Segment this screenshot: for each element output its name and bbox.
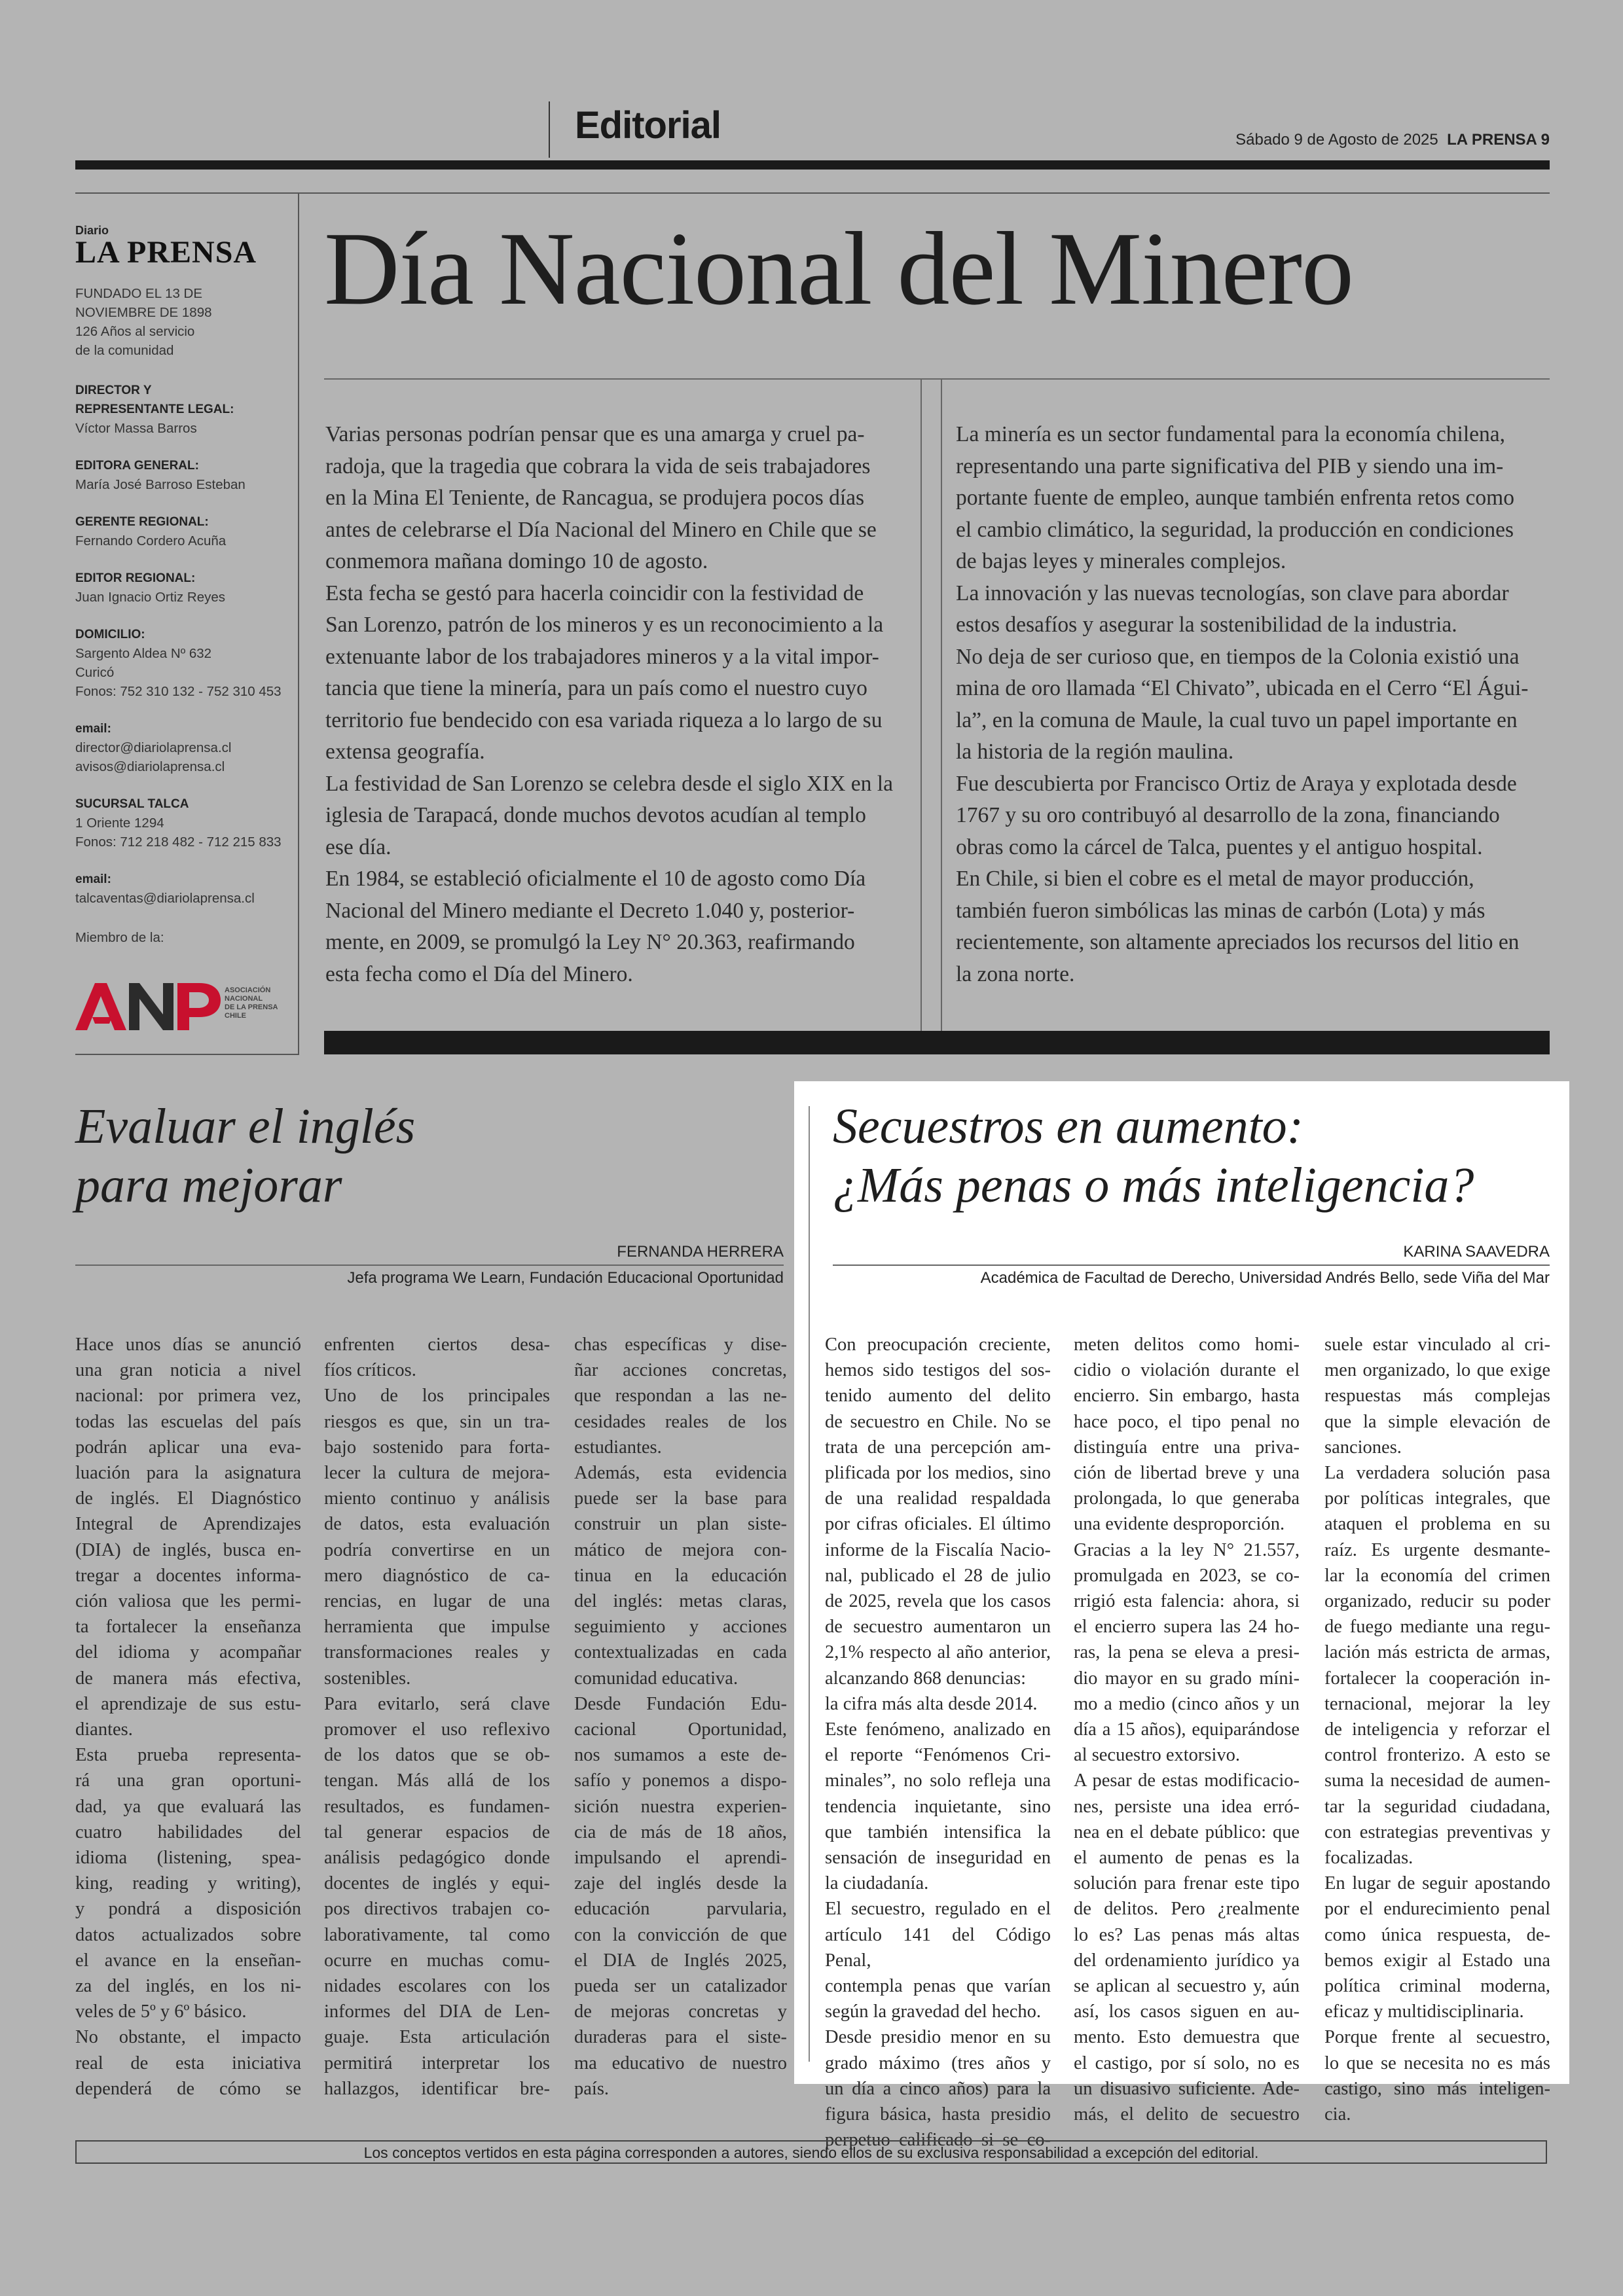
article-line: nidades escolares con los [324,1976,550,1997]
article-line: Hace unos días se anunció [75,1335,301,1355]
article-line: nos sumamos a este de- [574,1745,787,1766]
staff-entry [75,381,291,438]
article-line: lo es? Las penas más altas [1074,1924,1300,1945]
article-line: herramienta que impulse [324,1617,550,1638]
article-line: distinguía entre una priva- [1074,1437,1300,1458]
article-line: Este fenómeno, analizado en [825,1719,1051,1740]
article-line: control fronterizo. A esto se [1324,1745,1550,1766]
article1-rule [75,1265,784,1266]
editorial-line: San Lorenzo, patrón de los mineros y es un reconocimiento a la [325,613,884,637]
article-line: informe de la Fiscalía Nacio- [825,1539,1051,1560]
top-rule [75,160,1550,170]
article-line: política criminal moderna, [1324,1976,1550,1997]
article-line: que también intensifica la [825,1821,1051,1842]
article-line: transformaciones reales y [324,1642,550,1663]
article2-title-line: Secuestros en aumento: [833,1099,1304,1154]
article-line: mento. Esto demuestra que [1074,2027,1300,2048]
article-line: podrán aplicar una eva- [75,1437,301,1458]
article-line: A pesar de estas modificacio- [1074,1770,1300,1791]
article-line: un disuasivo suficiente. Ade- [1074,2078,1300,2099]
article-line: idioma (listening, spea- [75,1848,301,1869]
article-line: castigo, sino más inteligen- [1324,2078,1550,2099]
article-line: figura básica, hasta presidio [825,2104,1051,2125]
editorial-line: Nacional del Minero mediante el Decreto 1.040 y, posterior- [325,898,855,923]
article-line: comunidad educativa. [574,1668,739,1689]
editorial-line: extenuante labor de los trabajadores mineros y a la vital impor- [325,644,879,669]
editorial-line: radoja, que la tragedia que cobrara la vida de seis trabajadores [325,454,871,478]
article-line: Para evitarlo, será clave [324,1693,550,1714]
article-line: artículo 141 del Código Penal, [825,1924,1051,1971]
article-line: Porque frente al secuestro, [1324,2027,1550,2048]
article-line: la cifra más alta desde 2014. [825,1693,1038,1714]
article-line: focalizadas. [1324,1848,1413,1869]
column-divider [941,380,942,1031]
article-line: estudiantes. [574,1437,662,1458]
founded-line: 126 Años al servicio [75,324,195,339]
article-line: encierro. Sin embargo, hasta [1074,1386,1300,1407]
editorial-line: Esta fecha se gestó para hacerla coincidir con la festividad de [325,581,864,605]
article2-role: Académica de Facultad de Derecho, Universidad Andrés Bello, sede Viña del Mar [980,1269,1550,1287]
article-line: de los datos que se ob- [324,1745,550,1766]
article-line: respuestas más complejas [1324,1386,1550,1407]
article-line: una evidente desproporción. [1074,1514,1285,1535]
article-line: del idioma y acompañar [75,1642,301,1663]
staff-value: avisos@diariolaprensa.cl [75,759,225,774]
article-line: minales”, no solo refleja una [825,1770,1051,1791]
article-line: tenido aumento del delito [825,1386,1051,1407]
article-line: nea en el debate público: que [1074,1821,1300,1842]
article-line: luación para la asignatura [75,1463,301,1484]
editorial-line: recientemente, son altamente apreciados los recursos del litio en [956,930,1520,954]
article-line: guaje. Esta articulación [324,2027,550,2048]
article-line: Además, esta evidencia [574,1463,787,1484]
article-line: resultados, es fundamen- [324,1796,550,1817]
article-line: king, reading y writing), [75,1873,301,1894]
article2-column-3 [1324,1332,1550,2127]
headline-rule [324,378,1550,380]
editorial-line: No deja de ser curioso que, en tiempos de la Colonia existió una [956,644,1520,669]
article-line: al secuestro extorsivo. [1074,1745,1241,1766]
svg-text:ASOCIACIÓNNACIONALDE LA PRENSA [225,986,278,1020]
article-line: sensación de inseguridad en [825,1848,1051,1869]
article1-author: FERNANDA HERRERA [617,1243,784,1261]
editorial-line: La festividad de San Lorenzo se celebra desde el siglo XIX en la [325,771,893,796]
editorial-line: En 1984, se estableció oficialmente el 10 de agosto como Día [325,867,866,891]
article-line: de inglés. El Diagnóstico [75,1488,301,1509]
article-line: perpetuo calificado si se co- [825,2130,1051,2151]
article-line: ta fortalecer la enseñanza [75,1617,301,1638]
editorial-line: La innovación y las nuevas tecnologías, son clave para abordar [956,581,1509,605]
article-line: según la gravedad del hecho. [825,2001,1041,2022]
article-line: tal generar espacios de [324,1821,550,1842]
article-line: construir un plan siste- [574,1514,787,1535]
article-line: lar la economía del crimen [1324,1565,1550,1586]
editorial-line: extensa geografía. [325,740,485,764]
article-line: ción valiosa que les permi- [75,1591,301,1612]
article-line: mero diagnóstico de ca- [324,1565,550,1586]
staff-entry [75,625,291,701]
article-line: cesidades reales de los [574,1411,787,1432]
article1-title-line: para mejorar [75,1158,342,1213]
staff-label: GERENTE REGIONAL: [75,515,209,529]
column-divider [921,380,922,1031]
article-line: como única respuesta, de- [1324,1924,1550,1945]
article-line: que la simple elevación de [1324,1411,1550,1432]
article-line: el encierro supera las 24 ho- [1074,1617,1300,1638]
editorial-line: 1767 y su oro contribuyó al desarrollo de la zona, financiando [956,803,1500,827]
editorial-headline: Día Nacional del Minero [324,210,1353,327]
article-line: fortalecer la cooperación in- [1324,1668,1550,1689]
article-line: raíz. Es urgente desmante- [1324,1539,1550,1560]
article-line: de datos, esta evaluación [324,1514,550,1535]
article-line: bemos exigir al Estado una [1324,1950,1550,1971]
founded-block [75,284,291,360]
article-line: mático de mejora con- [574,1539,787,1560]
staff-entry [75,569,291,607]
staff-value: talcaventas@diariolaprensa.cl [75,891,255,906]
article-line: laborativamente, tal como [324,1924,550,1945]
staff-value: Curicó [75,665,115,680]
staff-entry [75,870,291,908]
article-line: cuatro habilidades del [75,1821,301,1842]
logo-caption-line: DE LA PRENSA [225,1003,278,1011]
article-line: y pondrá a disposición [75,1899,301,1920]
article-line: tinua en la educación [574,1565,787,1586]
article1-column-3 [574,1332,787,2102]
date-line [1235,131,1550,149]
masthead-sidebar [75,194,299,1054]
article-line: por políticas integrales, que [1324,1488,1550,1509]
article-line: safío y ponemos a dispo- [574,1770,787,1791]
article-line: todas las escuelas del país [75,1411,301,1432]
article-line: el castigo, por sí solo, no es [1074,2053,1300,2073]
article-line: docentes de inglés y equi- [324,1873,550,1894]
editorial-line: en la Mina El Teniente, de Rancagua, se produjera pocos días [325,486,865,510]
article-line: meten delitos como homi- [1074,1335,1300,1355]
editorial-line: el cambio climático, la seguridad, la producción en condiciones [956,517,1514,542]
article-line: En lugar de seguir apostando [1324,1873,1550,1894]
article-line: fíos críticos. [324,1360,416,1381]
article-line: pos directivos trabajen co- [324,1899,550,1920]
article-line: ción de libertad breve y una [1074,1463,1300,1484]
member-label: Miembro de la: [75,930,164,945]
article-line: zaje del inglés desde la [574,1873,787,1894]
staff-entry [75,795,291,852]
article-line: un día a cinco años) para la [825,2078,1051,2099]
article-line: lecer la cultura de mejora- [324,1463,550,1484]
article-line: rencias, en lugar de una [324,1591,550,1612]
editorial-line: esta fecha como el Día del Minero. [325,961,633,986]
article-line: chas específicas y dise- [574,1335,787,1355]
article-line: cia de más de 18 años, [574,1821,787,1842]
article-line: suma la necesidad de aumen- [1324,1770,1550,1791]
article-line: dio mayor en su grado míni- [1074,1668,1300,1689]
staff-label: email: [75,872,111,886]
article-line: más, el delito de secuestro [1074,2104,1300,2125]
article-line: país. [574,2078,610,2099]
article-line: del ordenamiento jurídico ya [1074,1950,1300,1971]
article-line: 2,1% respecto al año anterior, [825,1642,1051,1663]
editorial-line: también fueron simbólicas las minas de carbón (Lota) y más [956,898,1486,923]
staff-entry [75,719,291,776]
editorial-left-column [325,419,908,990]
article-line: Uno de los principales [324,1386,550,1407]
staff-list [75,381,291,926]
article-line: podría convertirse en un [324,1539,550,1560]
editorial-line: la zona norte. [956,961,1075,986]
founded-line: de la comunidad [75,343,174,358]
article2-title-line: ¿Más penas o más inteligencia? [833,1158,1474,1213]
article1-title-line: Evaluar el inglés [75,1099,416,1154]
article-line: dependerá de cómo se [75,2078,301,2099]
article-line: Integral de Aprendizajes [75,1514,301,1535]
staff-value: Fonos: 712 218 482 - 712 215 833 [75,834,282,850]
editorial-line: mina de oro llamada “El Chivato”, ubicada en el Cerro “El Águi- [956,676,1529,700]
article-line: enfrenten ciertos desa- [324,1335,550,1355]
editorial-line: portante fuente de empleo, aunque también enfrenta retos como [956,486,1514,510]
article-line: ternacional, mejorar la ley [1324,1693,1550,1714]
article-line: contempla penas que varían [825,1976,1051,1997]
editorial-line: la historia de la región maulina. [956,740,1234,764]
editorial-line: ese día. [325,834,392,859]
article-line: Con preocupación creciente, [825,1335,1051,1355]
article-line: hemos sido testigos del sos- [825,1360,1051,1381]
editorial-line: representando una parte significativa del PIB y siendo una im- [956,454,1504,478]
article-line: de una realidad respaldada [825,1488,1051,1509]
staff-label: DOMICILIO: [75,628,145,641]
staff-value: Fonos: 752 310 132 - 752 310 453 [75,684,282,699]
editorial-line: Fue descubierta por Francisco Ortiz de Araya y explotada desde [956,771,1517,796]
article-line: seguimiento y acciones [574,1617,787,1638]
editorial-line: Varias personas podrían pensar que es una amarga y cruel pa- [325,422,865,446]
article-line: puede ser la base para [574,1488,787,1509]
article-line: real de esta iniciativa [75,2053,301,2073]
editorial-line: En Chile, si bien el cobre es el metal de mayor producción, [956,867,1474,891]
article-line: miento continuo y análisis [324,1488,550,1509]
article-line: de fuego mediante una regu- [1324,1617,1550,1638]
article-line: No obstante, el impacto [75,2027,301,2048]
article-line: el aprendizaje de sus estu- [75,1693,301,1714]
staff-entry [75,456,291,494]
article2-rule [833,1265,1550,1266]
article-line: educación parvularia, [574,1899,787,1920]
staff-value: Juan Ignacio Ortiz Reyes [75,590,226,605]
article-line: ras, la pena se eleva a presi- [1074,1642,1300,1663]
staff-label: email: [75,722,111,736]
article-line: de mejoras concretas y [574,2001,787,2022]
article1-role: Jefa programa We Learn, Fundación Educacional Oportunidad [347,1269,784,1287]
anp-logo [75,973,278,1045]
editorial-line: tancia que tiene la minería, para un país como el nuestro cuyo [325,676,867,700]
founded-line: FUNDADO EL 13 DE [75,286,203,301]
staff-value: María José Barroso Esteban [75,477,246,492]
article-line: veles de 5º y 6º básico. [75,2001,247,2022]
footer-disclaimer: Los conceptos vertidos en esta página corresponden a autores, siendo ellos de su exclusiva responsabilidad a excepción del editorial. [363,2144,1259,2161]
article-line: eficaz y multidisciplinaria. [1324,2001,1524,2022]
article1-title [75,1097,795,1215]
article-line: Gracias a la ley N° 21.557, [1074,1539,1300,1560]
article-line: men organizado, lo que exige [1324,1360,1550,1381]
article-line: riesgos es que, sin un tra- [324,1411,550,1432]
article-line: datos actualizados sobre [75,1924,301,1945]
article-line: nacional: por primera vez, [75,1386,301,1407]
article1-column-2 [324,1332,550,2102]
staff-value: Fernando Cordero Acuña [75,533,227,548]
section-title: Editorial [575,104,721,147]
issue-date: Sábado 9 de Agosto de 2025 [1235,131,1438,149]
article-line: plificada por los medios, sino [825,1463,1051,1484]
article-line: tar la seguridad ciudadana, [1324,1796,1550,1817]
article-line: de secuestro en Chile. No se [825,1411,1051,1432]
staff-value: Sargento Aldea Nº 632 [75,646,212,661]
article-line: el DIA de Inglés 2025, [574,1950,787,1971]
article-line: organizado, reducir su poder [1324,1591,1550,1612]
article-line: ñar acciones concretas, [574,1360,787,1381]
article-line: el reporte “Fenómenos Cri- [825,1745,1051,1766]
article-line: con estrategias preventivas y [1324,1821,1550,1842]
editorial-line: la”, en la comuna de Maule, la cual tuvo un papel importante en [956,708,1518,732]
article-line: Desde presidio menor en su [825,2027,1051,2048]
article-line: tengan. Más allá de los [324,1770,550,1791]
article-line: impulsando el aprendi- [574,1848,787,1869]
editorial-line: de bajas leyes y minerales complejos. [956,549,1286,573]
article-line: bajo sostenido para forta- [324,1437,550,1458]
article-line: día a 15 años), equiparándose [1074,1719,1300,1740]
article-line: ocurre en muchas comu- [324,1950,550,1971]
article-line: suele estar vinculado al cri- [1324,1335,1550,1355]
article-line: ataquen el problema en su [1324,1514,1550,1535]
article-line: una gran noticia a nivel [75,1360,301,1381]
article-line: hace poco, el tipo penal no [1074,1411,1300,1432]
article-line: sanciones. [1324,1437,1402,1458]
editorial-line: mente, en 2009, se promulgó la Ley N° 20.363, reafirmando [325,930,855,954]
article-line: de inteligencia y reforzar el [1324,1719,1550,1740]
article-line: sición nuestra experien- [574,1796,787,1817]
article-line: cidio o violación durante el [1074,1360,1300,1381]
brand-name: LA PRENSA [75,235,257,270]
article-line: Desde Fundación Edu- [574,1693,787,1714]
logo-caption-line: ASOCIACIÓN [225,986,271,994]
article-line: grado máximo (tres años y [825,2053,1051,2073]
article-line: za del inglés, en los ni- [75,1976,301,1997]
header-divider [549,101,550,158]
article-line: permitirá interpretar los [324,2053,550,2073]
article-line: que respondan a las ne- [574,1386,787,1407]
article-line: La verdadera solución pasa [1324,1463,1550,1484]
article-line: nes, persiste una idea erró- [1074,1796,1300,1817]
sidebar-bottom-rule [75,1054,299,1055]
staff-value: 1 Oriente 1294 [75,816,164,831]
founded-line: NOVIEMBRE DE 1898 [75,305,212,320]
editorial-line: antes de celebrarse el Día Nacional del Minero en Chile que se [325,517,877,542]
paper-page: LA PRENSA 9 [1447,131,1550,149]
staff-label: SUCURSAL TALCA [75,797,189,811]
article2-title [833,1097,1559,1215]
logo-caption-line: NACIONAL [225,995,263,1003]
editorial-line: conmemora mañana domingo 10 de agosto. [325,549,708,573]
article-line: prolongada, lo que generaba [1074,1488,1300,1509]
article-line: de secuestro aumentaron un [825,1617,1051,1638]
article-line: informes del DIA de Len- [324,2001,550,2022]
article-line: de 2025, revela que los casos [825,1591,1051,1612]
article-line: ma educativo de nuestro [574,2053,787,2073]
article-line: por cifras oficiales. El último [825,1514,1051,1535]
editorial-line: territorio fue bendecido con esa variada riqueza a lo largo de su [325,708,883,732]
article-line: mo a medio (cinco años y un [1074,1693,1300,1714]
article-line: tendencia inquietante, sino [825,1796,1051,1817]
staff-value: Víctor Massa Barros [75,421,197,436]
article-line: de delitos. Pero ¿realmente [1074,1899,1300,1920]
editorial-right-column [956,419,1548,990]
article2-column-2 [1074,1332,1300,2127]
article-line: pueda ser un catalizador [574,1976,787,1997]
article-line: promover el uso reflexivo [324,1719,550,1740]
article-line: rrigió esta falencia: ahora, si [1074,1591,1300,1612]
article-line: del inglés: metas claras, [574,1591,787,1612]
article-line: trata de una percepción am- [825,1437,1051,1458]
staff-label: EDITORA GENERAL: [75,459,199,473]
article-line: nal, publicado el 28 de julio [825,1565,1051,1586]
article-line: solución para frenar este tipo [1074,1873,1300,1894]
editorial-line: obras como la cárcel de Talca, puentes y el antiguo hospital. [956,834,1483,859]
article-line: cia. [1324,2104,1351,2125]
article-line: con la convicción de que [574,1924,787,1945]
article-line: el avance en la enseñan- [75,1950,301,1971]
staff-label: EDITOR REGIONAL: [75,571,196,585]
article-line: rá una gran oportuni- [75,1770,301,1791]
article-line: lación más estricta de armas, [1324,1642,1550,1663]
article-line: sostenibles. [324,1668,411,1689]
article1-column-1 [75,1332,301,2102]
article-line: se aplican al secuestro y, aún [1074,1976,1300,1997]
article-line: análisis pedagógico donde [324,1848,550,1869]
article-separator [809,1106,810,2062]
article-line: El secuestro, regulado en el [825,1899,1051,1920]
editorial-line: estos desafíos y asegurar la sostenibilidad de la industria. [956,613,1457,637]
staff-label: REPRESENTANTE LEGAL: [75,403,234,416]
logo-caption-line: CHILE [225,1012,246,1020]
article-line: (DIA) de inglés, busca en- [75,1539,301,1560]
article-line: duraderas para el siste- [574,2027,787,2048]
brand-prefix: Diario [75,224,109,237]
article2-column-1 [825,1332,1051,2153]
article-line: el aumento de penas es la [1074,1848,1300,1869]
editorial-line: iglesia de Tarapacá, donde muchos devotos acudían al templo [325,803,866,827]
article-line: diantes. [75,1719,133,1740]
staff-value: director@diariolaprensa.cl [75,740,232,755]
article-line: hallazgos, identificar bre- [324,2078,550,2099]
article-line: tregar a docentes informa- [75,1565,301,1586]
article-line: la ciudadanía. [825,1873,929,1894]
article-line: Esta prueba representa- [75,1745,301,1766]
article-line: así, los casos siguen en au- [1074,2001,1300,2022]
staff-entry [75,512,291,550]
article-line: cacional Oportunidad, [574,1719,787,1740]
article-line: contextualizadas en cada [574,1642,787,1663]
staff-label: DIRECTOR Y [75,384,152,397]
article-line: lo que se necesita no es más [1324,2053,1550,2073]
article-line: de manera más efectiva, [75,1668,301,1689]
article2-author: KARINA SAAVEDRA [1403,1243,1550,1261]
article-line: promulgada en 2023, se co- [1074,1565,1300,1586]
editorial-bottom-bar [324,1031,1550,1054]
article-line: dad, ya que evaluará las [75,1796,301,1817]
editorial-line: La minería es un sector fundamental para la economía chilena, [956,422,1505,446]
article-line: alcanzando 868 denuncias: [825,1668,1027,1689]
article-line: por el endurecimiento penal [1324,1899,1550,1920]
